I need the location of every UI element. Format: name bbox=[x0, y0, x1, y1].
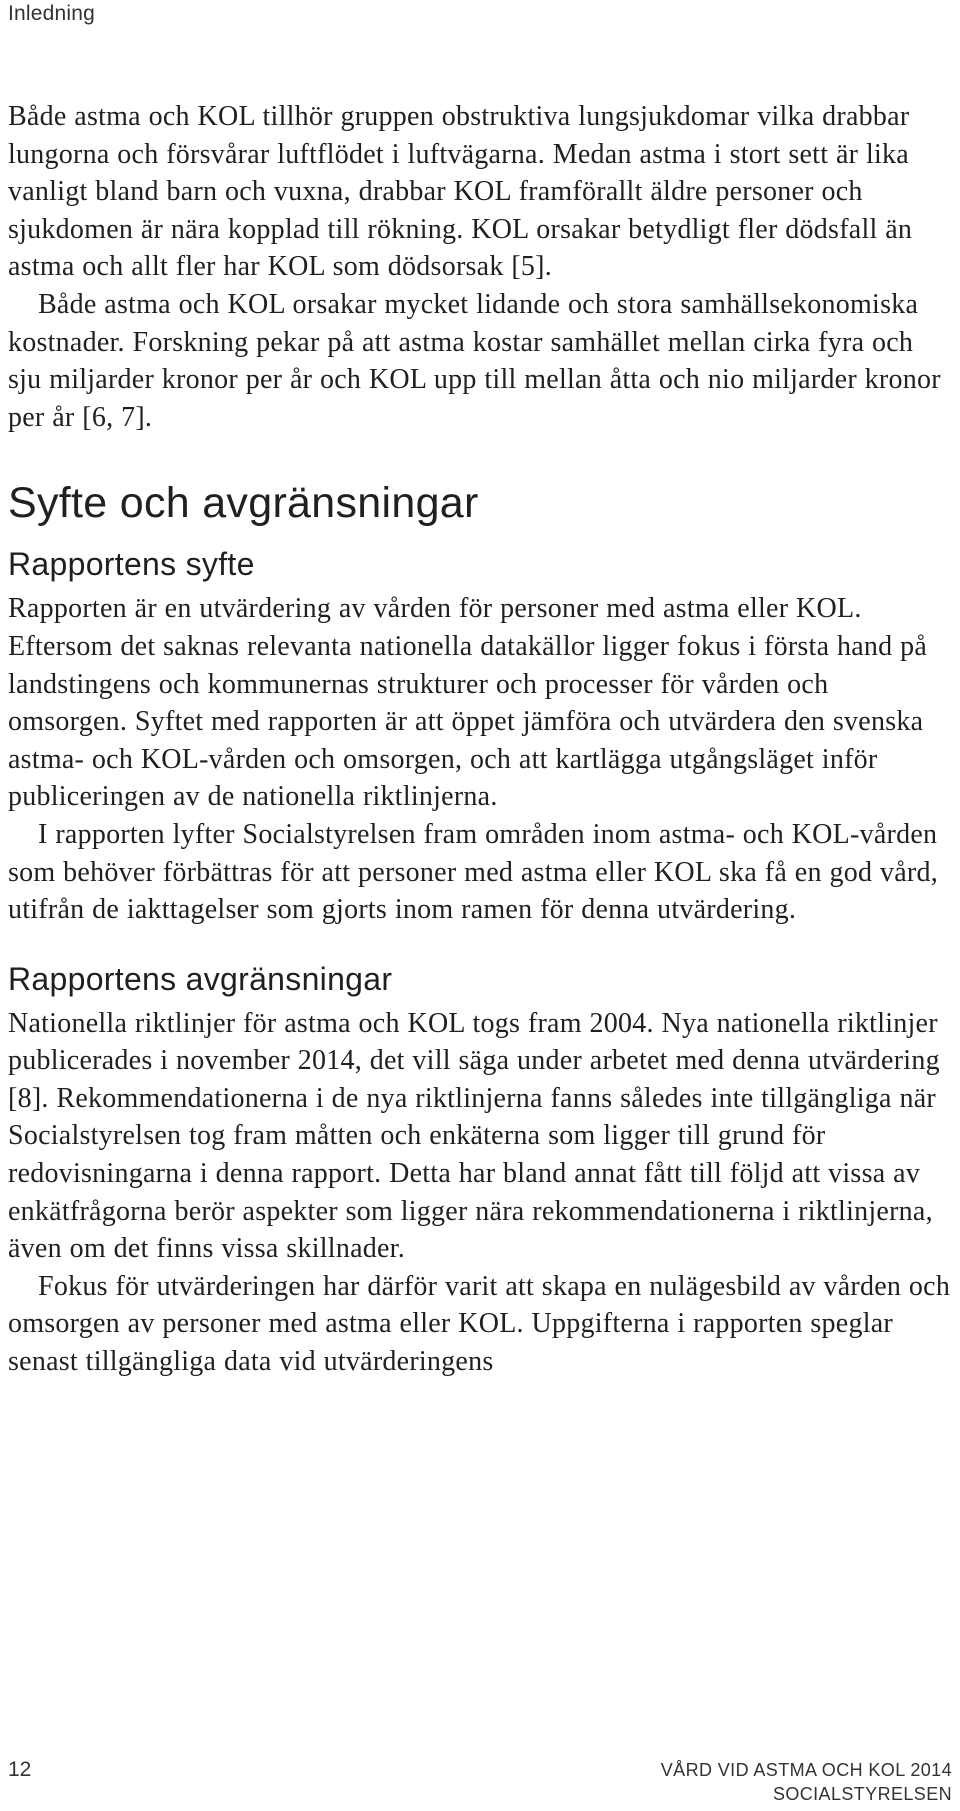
page-number: 12 bbox=[8, 1758, 32, 1781]
intro-paragraph-2: Både astma och KOL orsakar mycket lidande och stora samhällsekonomiska kostnader. Forskning pekar på att astma kostar samhället mellan cirka fyra och sju miljarder kronor per år och KOL upp till mellan åtta och nio miljarder kronor per år [6, 7]. bbox=[8, 288, 941, 433]
publisher-name: SOCIALSTYRELSEN bbox=[772, 1784, 952, 1804]
purpose-paragraph-1: Rapporten är en utvärdering av vården för personer med astma eller KOL. Eftersom det saknas relevanta nationella datakällor ligger fokus i första hand på landstingens och kommunernas strukturer och processer för vården och omsorgen. Syftet med rapporten är att öppet jämföra och utvärdera den svenska astma- och KOL-vården och omsorgen, och att kartlägga utgångsläget inför publiceringen av de nationella riktlinjerna. bbox=[8, 593, 928, 813]
running-head: Inledning bbox=[8, 2, 96, 25]
page-body bbox=[8, 98, 953, 1381]
scope-paragraph-2: Fokus för utvärderingen har därför varit att skapa en nulägesbild av vården och omsorgen av personer med astma eller KOL. Uppgifterna i rapporten speglar senast tillgängliga data vid utvärderingens bbox=[8, 1270, 951, 1378]
footer-publication bbox=[661, 1758, 952, 1806]
purpose-heading: Rapportens syfte bbox=[8, 546, 255, 583]
scope-heading: Rapportens avgränsningar bbox=[8, 960, 393, 997]
purpose-paragraph-2: I rapporten lyfter Socialstyrelsen fram områden inom astma- och KOL-vården som behöver förbättras för att personer med astma eller KOL ska få en god vård, utifrån de iakttagelser som gjorts inom ramen för denna utvärdering. bbox=[8, 818, 938, 926]
intro-paragraph-1: Både astma och KOL tillhör gruppen obstruktiva lungsjukdomar vilka drabbar lungorna och försvårar luftflödet i luftvägarna. Medan astma i stort sett är lika vanligt bland barn och vuxna, drabbar KOL framförallt äldre personer och sjukdomen är nära kopplad till rökning. KOL orsakar betydligt fler dödsfall än astma och allt fler har KOL som dödsorsak [5]. bbox=[8, 101, 913, 283]
publication-title: VÅRD VID ASTMA OCH KOL 2014 bbox=[660, 1760, 952, 1780]
section-title: Syfte och avgränsningar bbox=[8, 479, 479, 528]
scope-paragraph-1: Nationella riktlinjer för astma och KOL togs fram 2004. Nya nationella riktlinjer publicerades i november 2014, det vill säga under arbetet med denna utvärdering [8]. Rekommendationerna i de nya riktlinjerna fanns således inte tillgängliga när Socialstyrelsen tog fram måtten och enkäterna som ligger till grund för redovisningarna i denna rapport. Detta har bland annat fått till följd att vissa av enkätfrågorna berör aspekter som ligger nära rekommendationerna i riktlinjerna, även om det finns vissa skillnader. bbox=[8, 1007, 940, 1265]
